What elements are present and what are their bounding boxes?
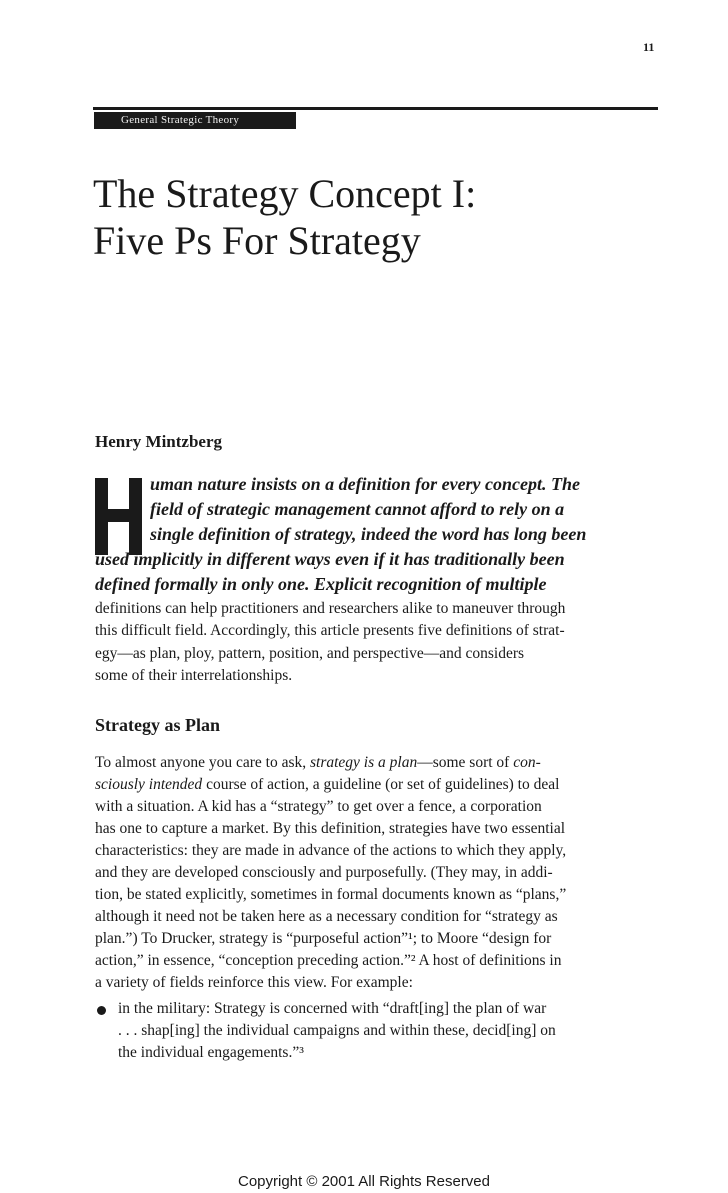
body-line: tion, be stated explicitly, sometimes in formal documents known as “plans,”: [95, 886, 567, 903]
abstract-line: this difficult field. Accordingly, this article presents five definitions of strat-: [95, 622, 565, 639]
bullet-line: in the military: Strategy is concerned with “draft[ing] the plan of war: [118, 1000, 547, 1017]
article-title: [93, 170, 613, 264]
drop-cap-letter: [95, 478, 142, 555]
header-rule: [93, 107, 658, 110]
intro-line: uman nature insists on a definition for every concept. The: [150, 474, 581, 494]
abstract-line: some of their interrelationships.: [95, 667, 293, 684]
body-line: although it need not be taken here as a necessary condition for “strategy as: [95, 908, 558, 925]
bullet-icon: [97, 1006, 106, 1015]
intro-line: single definition of strategy, indeed the word has long been: [150, 524, 587, 544]
intro-line: field of strategic management cannot afford to rely on a: [150, 499, 565, 519]
body-line: characteristics: they are made in advance of the actions to which they apply,: [95, 842, 567, 859]
body-line: has one to capture a market. By this definition, strategies have two essential: [95, 820, 566, 837]
section-tab: General Strategic Theory: [94, 112, 296, 129]
body-line: with a situation. A kid has a “strategy” to get over a fence, a corporation: [95, 798, 542, 815]
body-line: and they are developed consciously and purposefully. (They may, in addi-: [95, 864, 553, 881]
title-line-1: The Strategy Concept I:: [93, 171, 477, 216]
abstract-line: egy—as plan, ploy, pattern, position, and perspective—and considers: [95, 645, 525, 662]
section-heading: Strategy as Plan: [95, 715, 220, 735]
abstract-line: definitions can help practitioners and researchers alike to maneuver through: [95, 600, 566, 617]
intro-line: defined formally in only one. Explicit recognition of multiple: [95, 574, 547, 594]
bullet-line: the individual engagements.”³: [118, 1044, 304, 1061]
intro-line: used implicitly in different ways even if it has traditionally been: [95, 549, 565, 569]
body-line: To almost anyone you care to ask, strategy is a plan—some sort of con-: [95, 754, 541, 771]
page-number: 11: [643, 40, 655, 54]
bullet-line: . . . shap[ing] the individual campaigns and within these, decid[ing] on: [118, 1022, 556, 1039]
title-line-2: Five Ps For Strategy: [93, 218, 421, 263]
body-line: a variety of fields reinforce this view. For example:: [95, 974, 413, 991]
author-name: Henry Mintzberg: [95, 432, 222, 451]
body-line: sciously intended course of action, a guideline (or set of guidelines) to deal: [95, 776, 560, 793]
body-line: plan.”) To Drucker, strategy is “purposeful action”¹; to Moore “design for: [95, 930, 552, 947]
copyright-footer: Copyright © 2001 All Rights Reserved: [237, 1173, 490, 1190]
body-line: action,” in essence, “conception preceding action.”² A host of definitions in: [95, 952, 562, 969]
